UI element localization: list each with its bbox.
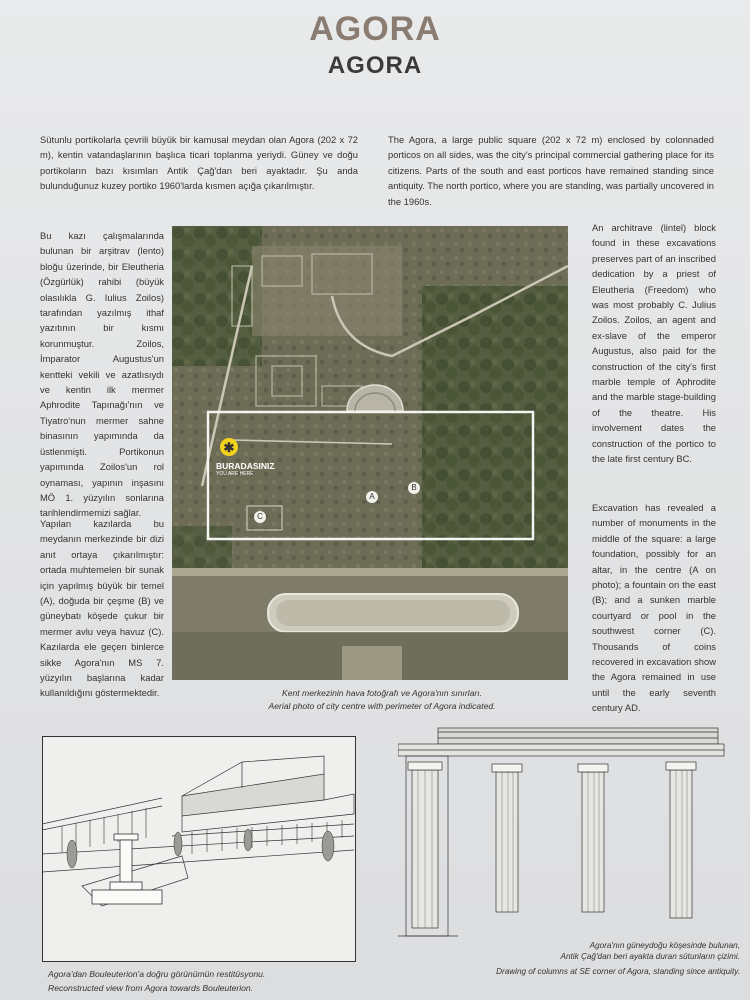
aerial-photo: [172, 226, 568, 680]
marker-b: B: [408, 482, 420, 494]
you-are-here-icon: ✱: [220, 438, 238, 456]
left-paragraph-1: Bu kazı çalışmalarında bulunan bir arşitrav (lento) bloğu üzerinde, bir Eleutheria (Özgürlük) rahibi (büyük olasılıkla G. Iulius Zoilos) tarafından yazılmış ithaf yazıtının bir kısmı korunmuştur. Zoilos, İmparator Augustus'un kentteki vekili ve azatlısıydı ve kentin ilk mermer Aphrodite Tapınağı'nın ve Tiyatro'nun mermer sahne binasının yapımında da üstlenmişti. Portikonun yapımında Zoilos'un rol oynaması, yapının inşasını MÖ 1. yüzyılın sonlarına tarihlendirmemizi sağlar.: [40, 230, 164, 519]
sketch-right-caption-turkish-2: Antik Çağ'dan beri ayakta duran sütunların çizimi.: [560, 952, 740, 961]
sketch-left-caption-turkish: Agora'dan Bouleuterion'a doğru görünümün restitüsyonu.: [48, 969, 266, 979]
title-turkish: AGORA: [309, 10, 441, 48]
marker-a: A: [366, 491, 378, 503]
intro-turkish: Sütunlu portikolarla çevrili büyük bir kamusal meydan olan Agora (202 x 72 m), kentin vatandaşlarının başlıca ticari toplanma yeriydi. Güney ve doğu portikoların bazı kısımları Antik Çağ'dan beri ayaktadır. Şu anda bulunduğunuz kuzey portiko 1960'larda kısmen açığa çıkarılmıştır.: [40, 134, 358, 192]
title-english: AGORA: [327, 52, 423, 79]
marker-c: C: [254, 511, 266, 523]
you-are-here-label: BURADASINIZ: [216, 461, 275, 471]
you-are-here-label-english: YOU ARE HERE: [216, 471, 254, 477]
reconstruction-sketch: [42, 736, 356, 962]
intro-english: The Agora, a large public square (202 x 72 m) enclosed by colonnaded porticos on all sides, was the city's principal commercial gathering place for its citizens. Parts of the south and east porticos have remained standing since antiquity. The north portico, where you are standing, was partially uncovered in the 1960s.: [388, 134, 714, 207]
sketch-left-caption-english: Reconstructed view from Agora towards Bouleuterion.: [48, 983, 254, 993]
columns-drawing: [398, 724, 728, 944]
sketch-right-caption-english: Drawing of columns at SE corner of Agora, standing since antiquity.: [496, 967, 740, 976]
photo-caption-turkish: Kent merkezinin hava fotoğrafı ve Agora'nın sınırları.: [281, 688, 483, 698]
photo-caption-english: Aerial photo of city centre with perimeter of Agora indicated.: [268, 701, 496, 711]
right-paragraph-2: Excavation has revealed a number of monuments in the middle of the square: a large foundation, possibly for an altar, in the centre (A on photo); a fountain on the east (B); and a sunken marble courtyard or pool in the southwest corner (C). Thousands of coins recovered in excavation show the Agora remained in use until the early seventh century AD.: [592, 502, 716, 714]
sketch-right-caption-turkish-1: Agora'nın güneydoğu köşesinde bulunan,: [589, 941, 740, 950]
right-paragraph-1: An architrave (lintel) block found in these excavations preserves part of an inscribed dedication by a priest of Eleutheria (Freedom) who was most probably C. Julius Zoilos. Zoilos, an agent and ex-slave of the emperor Augustus, also paid for the construction of the city's first marble temple of Aphrodite and the marble stage-building of the theatre. His involvement dates the construction of the portico to the late first century BC.: [592, 222, 716, 465]
left-paragraph-2: Yapılan kazılarda bu meydanın merkezinde bir dizi anıt ortaya çıkarılmıştır: ortada muhtemelen bir sunak için yapılmış büyük bir temel (A), doğuda bir çeşme (B) ve güneybatı köşede çukur bir mermer avlu veya havuz (C). Kazılarda ele geçen binlerce sikke Agora'nın MS 7. yüzyılın başlarına kadar kullanıldığını göstermektedir.: [40, 518, 164, 699]
